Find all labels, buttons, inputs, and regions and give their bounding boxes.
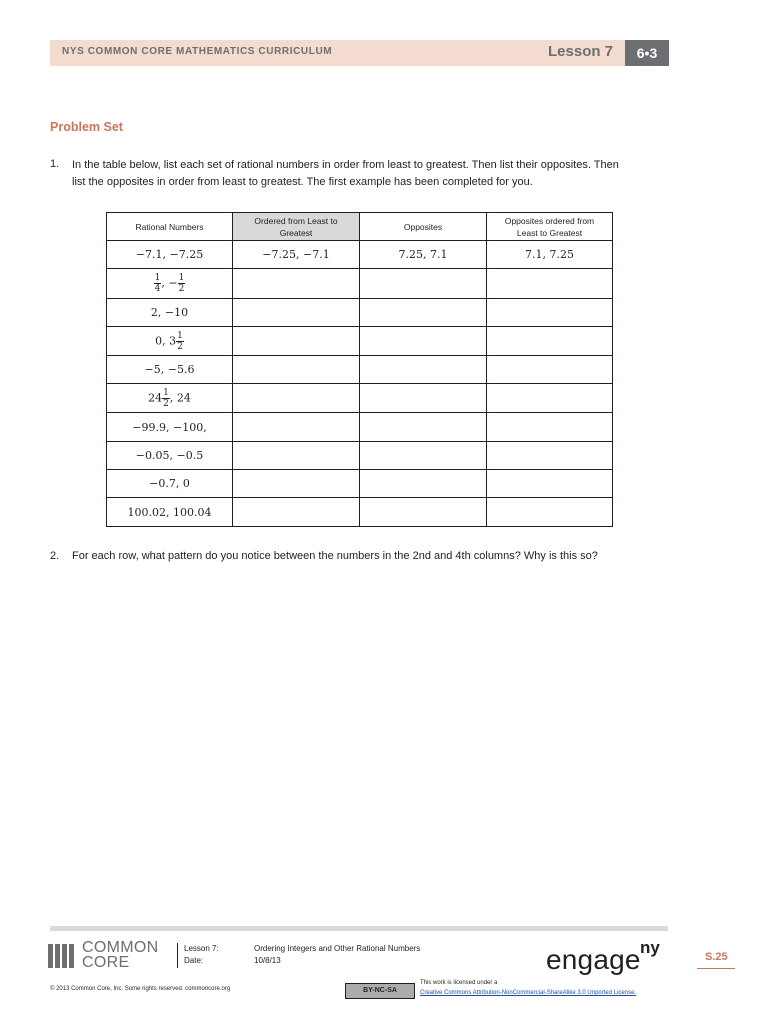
table-row	[107, 498, 613, 527]
cell-ordered[interactable]	[233, 327, 360, 356]
denominator: 2	[163, 398, 169, 409]
header-ordered-l2: Greatest	[279, 227, 313, 238]
table-row	[107, 470, 613, 498]
header-opposites: Opposites	[360, 213, 487, 241]
cell-opposites[interactable]	[360, 442, 487, 470]
q1-line-1: In the table below, list each set of rational numbers in order from least to greatest. Then list their opposites. Then	[72, 159, 619, 171]
footer-divider	[177, 943, 178, 968]
numerator: 1	[177, 330, 183, 341]
separator: , −	[161, 276, 178, 290]
footer-date-value: 10/8/13	[254, 956, 281, 965]
cell-opp-ordered[interactable]	[487, 442, 613, 470]
q1-line-2: list the opposites in order from least to greatest. The first example has been completed for you.	[72, 176, 533, 188]
brand-line-2: CORE	[82, 954, 130, 971]
cell-rational: −99.9, −100,	[107, 413, 233, 442]
cell-rational	[107, 384, 233, 413]
table-row	[107, 241, 613, 269]
footer-date-label: Date:	[184, 956, 204, 965]
header-opp-ordered-l1: Opposites ordered from	[504, 215, 595, 226]
fraction	[178, 273, 186, 294]
header-opp-ordered-l2: Least to Greatest	[516, 227, 583, 238]
table-row	[107, 384, 613, 413]
header-rational-numbers: Rational Numbers	[107, 213, 233, 241]
license-link[interactable]: Creative Commons Attribution-NonCommercial-ShareAlike 3.0 Unported License.	[420, 990, 637, 996]
cell-opp-ordered[interactable]	[487, 327, 613, 356]
table-row	[107, 299, 613, 327]
header-ordered-l1: Ordered from Least to	[254, 215, 338, 226]
section-title: Problem Set	[50, 120, 123, 134]
cell-opposites[interactable]	[360, 327, 487, 356]
cell-opposites[interactable]	[360, 413, 487, 442]
cell-rational: 2, −10	[107, 299, 233, 327]
cell-opposites: 7.25, 7.1	[360, 241, 487, 269]
cell-opposites[interactable]	[360, 299, 487, 327]
rational-numbers-table	[106, 212, 613, 527]
page-number: S.25	[705, 951, 728, 963]
cell-opp-ordered[interactable]	[487, 269, 613, 299]
cell-rational	[107, 327, 233, 356]
page-number-underline	[697, 968, 735, 969]
numerator: 1	[163, 387, 169, 398]
numerator: 1	[154, 273, 161, 283]
q1-number: 1.	[50, 158, 60, 170]
curriculum-title: NYS COMMON CORE MATHEMATICS CURRICULUM	[62, 46, 333, 57]
header-ordered	[233, 213, 360, 241]
cell-rational: −0.7, 0	[107, 470, 233, 498]
license-text: This work is licensed under a	[420, 980, 498, 986]
common-core-logo-icon	[48, 944, 76, 973]
denominator: 2	[177, 341, 183, 352]
cell-opp-ordered[interactable]	[487, 299, 613, 327]
footer-lesson-title: Ordering Integers and Other Rational Numbers	[254, 944, 421, 953]
cell-ordered: −7.25, −7.1	[233, 241, 360, 269]
fraction	[162, 388, 170, 409]
common-core-wordmark	[82, 940, 158, 970]
cell-rational: −7.1, −7.25	[107, 241, 233, 269]
engageny-logo: engage	[546, 944, 641, 975]
mixed-prefix: 0, 3	[155, 334, 177, 347]
table-row	[107, 356, 613, 384]
header-opposites-ordered	[487, 213, 613, 241]
cell-ordered[interactable]	[233, 269, 360, 299]
cell-ordered[interactable]	[233, 413, 360, 442]
cell-rational: −5, −5.6	[107, 356, 233, 384]
table-row	[107, 269, 613, 299]
cell-opp-ordered: 7.1, 7.25	[487, 241, 613, 269]
table-row	[107, 413, 613, 442]
cell-rational: 100.02, 100.04	[107, 498, 233, 527]
brand-line-1: COMMON	[82, 939, 159, 956]
cell-ordered[interactable]	[233, 498, 360, 527]
cell-ordered[interactable]	[233, 470, 360, 498]
cell-ordered[interactable]	[233, 442, 360, 470]
grade-module-badge: 6•3	[625, 40, 669, 66]
q1-text	[72, 157, 672, 191]
cell-opp-ordered[interactable]	[487, 413, 613, 442]
cell-opposites[interactable]	[360, 384, 487, 413]
engageny-ny: ny	[640, 938, 660, 957]
table-header-row	[107, 213, 613, 241]
cell-rational	[107, 269, 233, 299]
fraction	[176, 331, 184, 352]
denominator: 4	[154, 284, 161, 294]
cell-ordered[interactable]	[233, 356, 360, 384]
cell-opposites[interactable]	[360, 356, 487, 384]
footer-lesson-label: Lesson 7:	[184, 944, 219, 953]
cell-opp-ordered[interactable]	[487, 384, 613, 413]
cell-ordered[interactable]	[233, 384, 360, 413]
mixed-prefix: 24	[148, 391, 163, 404]
cell-rational: −0.05, −0.5	[107, 442, 233, 470]
q2-number: 2.	[50, 550, 60, 562]
q2-text: For each row, what pattern do you notice between the numbers in the 2nd and 4th columns? Why is this so?	[72, 550, 598, 562]
denominator: 2	[178, 284, 185, 294]
footer-bar	[50, 926, 668, 931]
table-row	[107, 327, 613, 356]
cell-opp-ordered[interactable]	[487, 470, 613, 498]
cell-opp-ordered[interactable]	[487, 498, 613, 527]
creative-commons-badge-icon: BY-NC-SA	[345, 983, 415, 999]
copyright: © 2013 Common Core, Inc. Some rights reserved. commoncore.org	[50, 986, 231, 992]
cell-opp-ordered[interactable]	[487, 356, 613, 384]
cell-opposites[interactable]	[360, 269, 487, 299]
cell-ordered[interactable]	[233, 299, 360, 327]
cell-opposites[interactable]	[360, 470, 487, 498]
numerator: 1	[178, 273, 185, 283]
table-row	[107, 442, 613, 470]
lesson-label: Lesson 7	[548, 43, 614, 60]
cell-opposites[interactable]	[360, 498, 487, 527]
mixed-suffix: , 24	[169, 391, 191, 404]
